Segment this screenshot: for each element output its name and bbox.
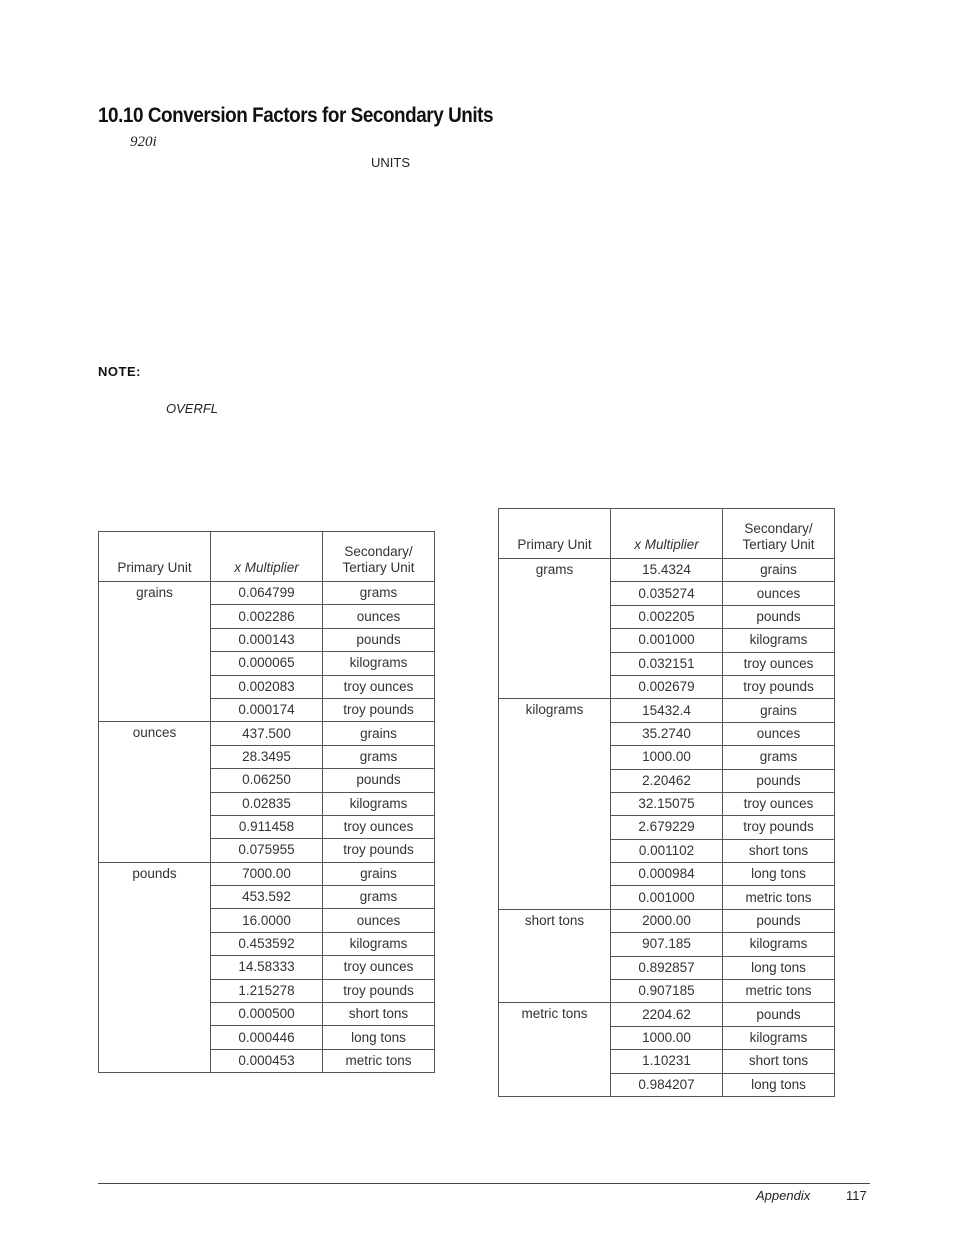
secondary-unit-cell: ounces [723,582,835,605]
multiplier-cell: 0.984207 [611,1073,723,1096]
multiplier-cell: 2204.62 [611,1003,723,1026]
secondary-unit-cell: short tons [323,1003,435,1026]
secondary-unit-cell: troy pounds [323,839,435,862]
multiplier-cell: 0.000500 [211,1003,323,1026]
multiplier-cell: 0.001000 [611,886,723,909]
secondary-unit-cell: troy pounds [723,816,835,839]
secondary-unit-cell: ounces [323,605,435,628]
primary-unit-cell: metric tons [499,1003,611,1097]
header-secondary-line2: Tertiary Unit [742,537,815,552]
secondary-unit-cell: kilograms [723,1026,835,1049]
secondary-unit-cell: short tons [723,1050,835,1073]
multiplier-cell: 0.002205 [611,605,723,628]
multiplier-cell: 0.002286 [211,605,323,628]
units-menu-label: UNITS [371,155,410,170]
header-multiplier: x Multiplier [611,509,723,559]
multiplier-cell: 2.20462 [611,769,723,792]
multiplier-cell: 0.907185 [611,980,723,1003]
secondary-unit-cell: grains [323,862,435,885]
multiplier-cell: 0.001102 [611,839,723,862]
secondary-unit-cell: troy ounces [723,652,835,675]
multiplier-cell: 0.06250 [211,769,323,792]
primary-unit-cell: kilograms [499,699,611,910]
secondary-unit-cell: metric tons [723,980,835,1003]
secondary-unit-cell: pounds [723,1003,835,1026]
multiplier-cell: 1000.00 [611,746,723,769]
footer-page-number: 117 [846,1188,867,1203]
secondary-unit-cell: grains [723,559,835,582]
footer-rule [98,1183,870,1184]
secondary-unit-cell: troy pounds [323,979,435,1002]
secondary-unit-cell: kilograms [723,629,835,652]
header-secondary-unit [723,509,835,559]
multiplier-cell: 15.4324 [611,559,723,582]
secondary-unit-cell: pounds [323,769,435,792]
multiplier-cell: 0.002679 [611,675,723,698]
table-row [499,559,835,582]
secondary-unit-cell: troy ounces [723,792,835,815]
header-primary-unit: Primary Unit [99,532,211,582]
table-row [499,909,835,932]
header-secondary-unit [323,532,435,582]
model-name: 920i [130,134,157,150]
secondary-unit-cell: ounces [323,909,435,932]
secondary-unit-cell: short tons [723,839,835,862]
secondary-unit-cell: ounces [723,722,835,745]
multiplier-cell: 32.15075 [611,792,723,815]
secondary-unit-cell: kilograms [323,792,435,815]
multiplier-cell: 0.000143 [211,628,323,651]
note-label: NOTE: [98,364,141,379]
secondary-unit-cell: kilograms [323,932,435,955]
multiplier-cell: 35.2740 [611,722,723,745]
secondary-unit-cell: grams [323,745,435,768]
multiplier-cell: 1000.00 [611,1026,723,1049]
secondary-unit-cell: grams [323,582,435,605]
multiplier-cell: 0.000984 [611,863,723,886]
multiplier-cell: 1.215278 [211,979,323,1002]
multiplier-cell: 16.0000 [211,909,323,932]
secondary-unit-cell: long tons [723,1073,835,1096]
header-secondary-line1: Secondary/ [744,521,813,536]
secondary-unit-cell: grams [323,886,435,909]
secondary-unit-cell: long tons [723,863,835,886]
secondary-unit-cell: grams [723,746,835,769]
secondary-unit-cell: troy pounds [323,698,435,721]
multiplier-cell: 0.892857 [611,956,723,979]
secondary-unit-cell: long tons [723,956,835,979]
multiplier-cell: 437.500 [211,722,323,745]
multiplier-cell: 0.000065 [211,652,323,675]
multiplier-cell: 15432.4 [611,699,723,722]
multiplier-cell: 28.3495 [211,745,323,768]
conversion-table-left [98,531,435,1073]
primary-unit-cell: pounds [99,862,211,1073]
secondary-unit-cell: metric tons [723,886,835,909]
table-row [99,722,435,745]
primary-unit-cell: grams [499,559,611,699]
table-row [99,862,435,885]
multiplier-cell: 0.000453 [211,1049,323,1072]
secondary-unit-cell: troy pounds [723,675,835,698]
secondary-unit-cell: kilograms [323,652,435,675]
secondary-unit-cell: pounds [323,628,435,651]
table-row [99,582,435,605]
multiplier-cell: 2000.00 [611,909,723,932]
multiplier-cell: 0.002083 [211,675,323,698]
multiplier-cell: 907.185 [611,933,723,956]
multiplier-cell: 453.592 [211,886,323,909]
header-secondary-line1: Secondary/ [344,544,413,559]
table-header-row [99,532,435,582]
multiplier-cell: 0.035274 [611,582,723,605]
secondary-unit-cell: troy ounces [323,956,435,979]
secondary-unit-cell: grains [323,722,435,745]
multiplier-cell: 2.679229 [611,816,723,839]
multiplier-cell: 0.02835 [211,792,323,815]
secondary-unit-cell: grains [723,699,835,722]
primary-unit-cell: ounces [99,722,211,862]
secondary-unit-cell: troy ounces [323,675,435,698]
table-row [499,699,835,722]
primary-unit-cell: grains [99,582,211,722]
table-header-row [499,509,835,559]
multiplier-cell: 1.10231 [611,1050,723,1073]
multiplier-cell: 0.075955 [211,839,323,862]
secondary-unit-cell: metric tons [323,1049,435,1072]
secondary-unit-cell: pounds [723,769,835,792]
footer-section-name: Appendix [756,1188,811,1203]
multiplier-cell: 7000.00 [211,862,323,885]
secondary-unit-cell: pounds [723,605,835,628]
header-multiplier: x Multiplier [211,532,323,582]
overfl-label: OVERFL [166,401,219,416]
primary-unit-cell: short tons [499,909,611,1003]
multiplier-cell: 0.000446 [211,1026,323,1049]
multiplier-cell: 0.000174 [211,698,323,721]
section-title: 10.10 Conversion Factors for Secondary Units [98,104,494,127]
secondary-unit-cell: pounds [723,909,835,932]
header-secondary-line2: Tertiary Unit [342,560,415,575]
secondary-unit-cell: long tons [323,1026,435,1049]
multiplier-cell: 0.453592 [211,932,323,955]
multiplier-cell: 0.064799 [211,582,323,605]
multiplier-cell: 14.58333 [211,956,323,979]
secondary-unit-cell: troy ounces [323,815,435,838]
header-primary-unit: Primary Unit [499,509,611,559]
conversion-table-right [498,508,835,1097]
multiplier-cell: 0.032151 [611,652,723,675]
multiplier-cell: 0.001000 [611,629,723,652]
table-row [499,1003,835,1026]
secondary-unit-cell: kilograms [723,933,835,956]
multiplier-cell: 0.911458 [211,815,323,838]
